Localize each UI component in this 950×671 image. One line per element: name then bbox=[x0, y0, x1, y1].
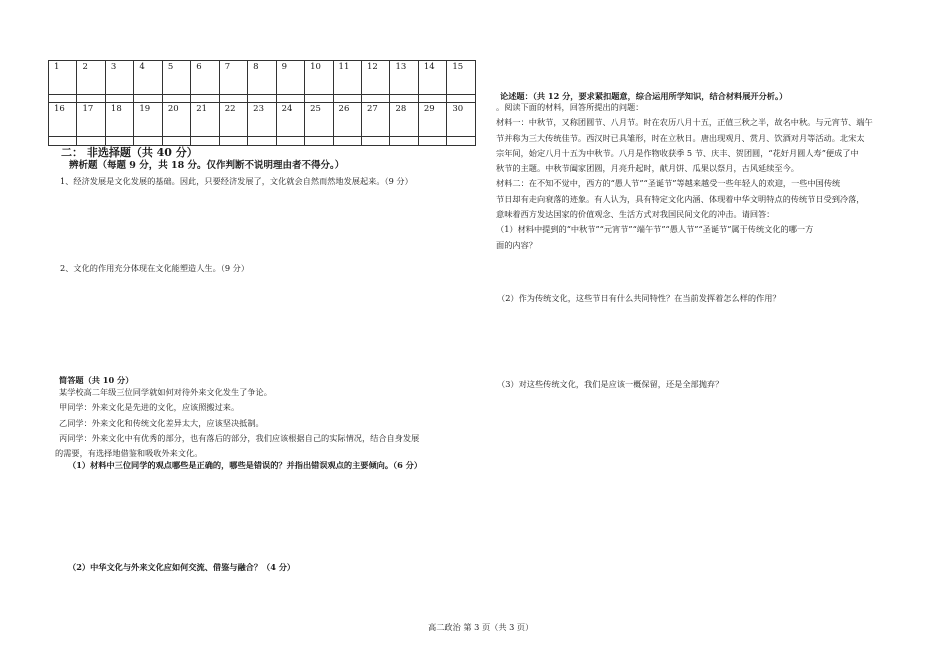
material-line: 秋节的主题。中秋节阖家团圆，月亮升起时，献月饼、瓜果以祭月，古风延续至今。 bbox=[496, 163, 799, 174]
grid-cell: 5 bbox=[162, 61, 190, 95]
grid-cell: 23 bbox=[248, 103, 276, 137]
answer-cell[interactable] bbox=[447, 137, 476, 146]
answer-cell[interactable] bbox=[447, 94, 476, 103]
essay-material bbox=[496, 100, 873, 253]
material-line: 。阅读下面的材料，回答所提出的问题： bbox=[496, 102, 644, 112]
answer-cell[interactable] bbox=[390, 137, 418, 146]
question-1: 1、经济发展是文化发展的基础。因此，只要经济发展了，文化就会自然而然地发展起来。（9 分） bbox=[60, 176, 413, 186]
answer-cell[interactable] bbox=[49, 137, 77, 146]
answer-cell[interactable] bbox=[191, 137, 219, 146]
answer-cell[interactable] bbox=[276, 137, 304, 146]
answer-cell[interactable] bbox=[418, 94, 446, 103]
answer-cell[interactable] bbox=[248, 94, 276, 103]
answer-cell[interactable] bbox=[219, 94, 247, 103]
grid-cell: 29 bbox=[418, 103, 446, 137]
grid-cell: 22 bbox=[219, 103, 247, 137]
answer-cell[interactable] bbox=[162, 137, 190, 146]
answer-cell[interactable] bbox=[219, 137, 247, 146]
grid-cell: 27 bbox=[361, 103, 389, 137]
grid-cell: 11 bbox=[333, 61, 361, 95]
grid-cell: 2 bbox=[77, 61, 105, 95]
grid-cell: 12 bbox=[361, 61, 389, 95]
answer-cell[interactable] bbox=[134, 137, 162, 146]
short-question-2: （2）中华文化与外来文化应如何交流、借鉴与融合？（4 分） bbox=[68, 562, 296, 572]
essay-header: 论述题：（共 12 分，要求紧扣题意，综合运用所学知识，结合材料展开分析。） bbox=[500, 91, 788, 101]
material-line: 节并称为三大传统佳节。西汉时已具雏形，时在立秋日。唐出现观月、赏月、饮酒对月等活动。北宋太 bbox=[496, 132, 865, 143]
grid-cell: 16 bbox=[49, 103, 77, 137]
grid-number-row-2 bbox=[49, 103, 476, 137]
grid-cell: 6 bbox=[191, 61, 219, 95]
grid-answer-row-1 bbox=[49, 94, 476, 103]
grid-cell: 7 bbox=[219, 61, 247, 95]
answer-cell[interactable] bbox=[305, 137, 333, 146]
material-line: 甲同学：外来文化是先进的文化，应该照搬过来。 bbox=[59, 402, 240, 413]
section-title: 二： 非选择题（共 40 分） bbox=[61, 146, 198, 159]
answer-cell[interactable] bbox=[390, 94, 418, 103]
grid-cell: 20 bbox=[162, 103, 190, 137]
grid-cell: 26 bbox=[333, 103, 361, 137]
answer-cell[interactable] bbox=[191, 94, 219, 103]
grid-cell: 13 bbox=[390, 61, 418, 95]
grid-cell: 4 bbox=[134, 61, 162, 95]
grid-cell: 25 bbox=[305, 103, 333, 137]
answer-cell[interactable] bbox=[105, 94, 133, 103]
material-line: 材料二：在不知不觉中，西方的“愚人节”“圣诞节”等越来越受一些年轻人的欢迎，一些中国传统 bbox=[496, 178, 841, 189]
answer-cell[interactable] bbox=[105, 137, 133, 146]
answer-cell[interactable] bbox=[418, 137, 446, 146]
material-line: 材料一：中秋节，又称团圆节、八月节。时在农历八月十五，正值三秋之半，故名中秋。与元宵节、端午 bbox=[496, 117, 873, 128]
answer-cell[interactable] bbox=[361, 94, 389, 103]
grid-number-row-1 bbox=[49, 61, 476, 95]
answer-cell[interactable] bbox=[333, 137, 361, 146]
short-answer-material bbox=[55, 385, 420, 461]
answer-grid bbox=[48, 60, 476, 146]
answer-cell[interactable] bbox=[49, 94, 77, 103]
answer-cell[interactable] bbox=[361, 137, 389, 146]
short-answer-header: 简答题（共 10 分） bbox=[59, 375, 134, 385]
answer-cell[interactable] bbox=[134, 94, 162, 103]
material-line: 节日却有走向衰落的迹象。有人认为，具有特定文化内涵、体现着中华文明特点的传统节日受到冷落， bbox=[496, 193, 865, 204]
answer-cell[interactable] bbox=[77, 94, 105, 103]
essay-question-3: （3）对这些传统文化，我们是应该一概保留，还是全部抛弃？ bbox=[497, 379, 724, 389]
material-line: 乙同学：外来文化和传统文化差异太大，应该坚决抵制。 bbox=[59, 417, 264, 428]
material-line: 宗年间，始定八月十五为中秋节。八月是作物收获季 5 节、庆丰、贺团圆，“花好月圆人寿”便成了中 bbox=[496, 147, 859, 158]
grid-answer-row-2 bbox=[49, 137, 476, 146]
grid-cell: 21 bbox=[191, 103, 219, 137]
answer-cell[interactable] bbox=[333, 94, 361, 103]
short-question-1: （1）材料中三位同学的观点哪些是正确的，哪些是错误的？并指出错误观点的主要倾向。（6 分） bbox=[68, 460, 423, 470]
answer-cell[interactable] bbox=[77, 137, 105, 146]
grid-cell: 14 bbox=[418, 61, 446, 95]
question-2: 2、文化的作用充分体现在文化能塑造人生。（9 分） bbox=[60, 263, 250, 273]
analysis-header: 辨析题（每题 9 分，共 18 分。仅作判断不说明理由者不得分。） bbox=[69, 160, 345, 171]
material-line: 意味着西方发达国家的价值观念、生活方式对我国民间文化的冲击。请回答： bbox=[496, 209, 775, 220]
answer-cell[interactable] bbox=[162, 94, 190, 103]
answer-cell[interactable] bbox=[276, 94, 304, 103]
answer-cell[interactable] bbox=[305, 94, 333, 103]
grid-cell: 10 bbox=[305, 61, 333, 95]
grid-cell: 1 bbox=[49, 61, 77, 95]
grid-cell: 8 bbox=[248, 61, 276, 95]
page-footer: 高二政治 第 3 页（共 3 页） bbox=[428, 622, 534, 632]
material-line: 丙同学：外来文化中有优秀的部分，也有落后的部分，我们应该根据自己的实际情况，结合自身发展 bbox=[59, 432, 420, 443]
grid-cell: 18 bbox=[105, 103, 133, 137]
grid-cell: 30 bbox=[447, 103, 476, 137]
grid-cell: 24 bbox=[276, 103, 304, 137]
material-line: （1）材料中提到的“中秋节”“元宵节”“端午节”“愚人节”“圣诞节”属于传统文化的哪一方 bbox=[496, 224, 814, 235]
grid-cell: 17 bbox=[77, 103, 105, 137]
grid-cell: 3 bbox=[105, 61, 133, 95]
grid-cell: 19 bbox=[134, 103, 162, 137]
essay-question-2: （2）作为传统文化，这些节日有什么共同特性？在当前发挥着怎么样的作用？ bbox=[497, 293, 781, 303]
grid-cell: 15 bbox=[447, 61, 476, 95]
material-line: 某学校高二年级三位同学就如何对待外来文化发生了争论。 bbox=[59, 387, 272, 397]
material-line: 的需要，有选择地借鉴和吸收外来文化。 bbox=[55, 448, 203, 459]
material-line: 面的内容？ bbox=[496, 239, 537, 250]
grid-cell: 28 bbox=[390, 103, 418, 137]
grid-cell: 9 bbox=[276, 61, 304, 95]
answer-cell[interactable] bbox=[248, 137, 276, 146]
